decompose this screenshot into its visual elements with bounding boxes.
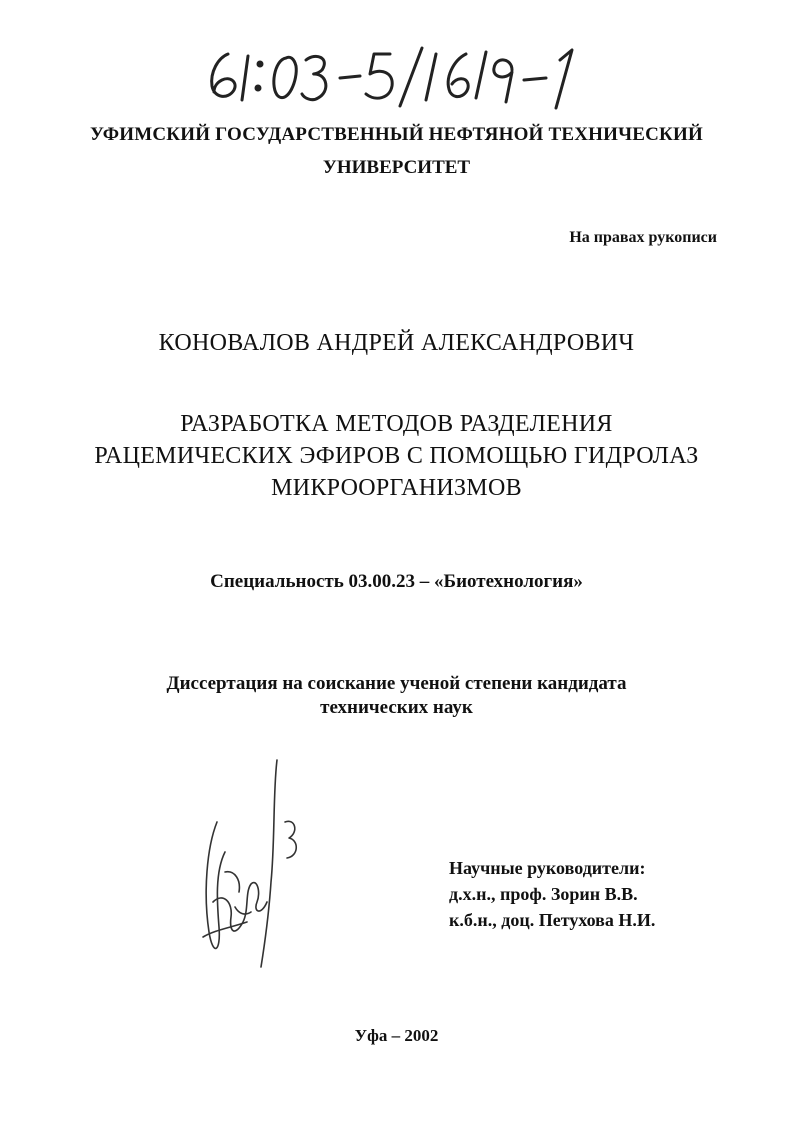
- specialty-line: Специальность 03.00.23 – «Биотехнология»: [210, 571, 583, 592]
- author-name: КОНОВАЛОВ АНДРЕЙ АЛЕКСАНДРОВИЧ: [158, 330, 635, 356]
- dissertation-degree-line-2: технических наук: [320, 697, 473, 718]
- dissertation-title-line-3: МИКРООРГАНИЗМОВ: [271, 475, 522, 501]
- scientific-supervisors: [449, 855, 655, 933]
- signature-drawing: [195, 752, 310, 977]
- university-name-line-1: УФИМСКИЙ ГОСУДАРСТВЕННЫЙ НЕФТЯНОЙ ТЕХНИЧЕСКИЙ: [90, 124, 703, 145]
- dissertation-title-line-1: РАЗРАБОТКА МЕТОДОВ РАЗДЕЛЕНИЯ: [180, 411, 613, 437]
- handwritten-registration-number: [200, 40, 590, 110]
- manuscript-rights-note: На правах рукописи: [569, 229, 717, 246]
- dissertation-title-line-2: РАЦЕМИЧЕСКИХ ЭФИРОВ С ПОМОЩЬЮ ГИДРОЛАЗ: [94, 443, 699, 469]
- university-name-line-2: УНИВЕРСИТЕТ: [322, 157, 471, 178]
- author-signature: [195, 752, 310, 977]
- supervisor-2: к.б.н., доц. Петухова Н.И.: [449, 910, 656, 930]
- supervisor-1: д.х.н., проф. Зорин В.В.: [449, 884, 638, 904]
- registration-number-drawing: [200, 40, 590, 110]
- city-and-year: Уфа – 2002: [354, 1026, 439, 1045]
- supervisors-heading: Научные руководители:: [449, 858, 646, 878]
- dissertation-degree-line-1: Диссертация на соискание ученой степени кандидата: [166, 673, 627, 694]
